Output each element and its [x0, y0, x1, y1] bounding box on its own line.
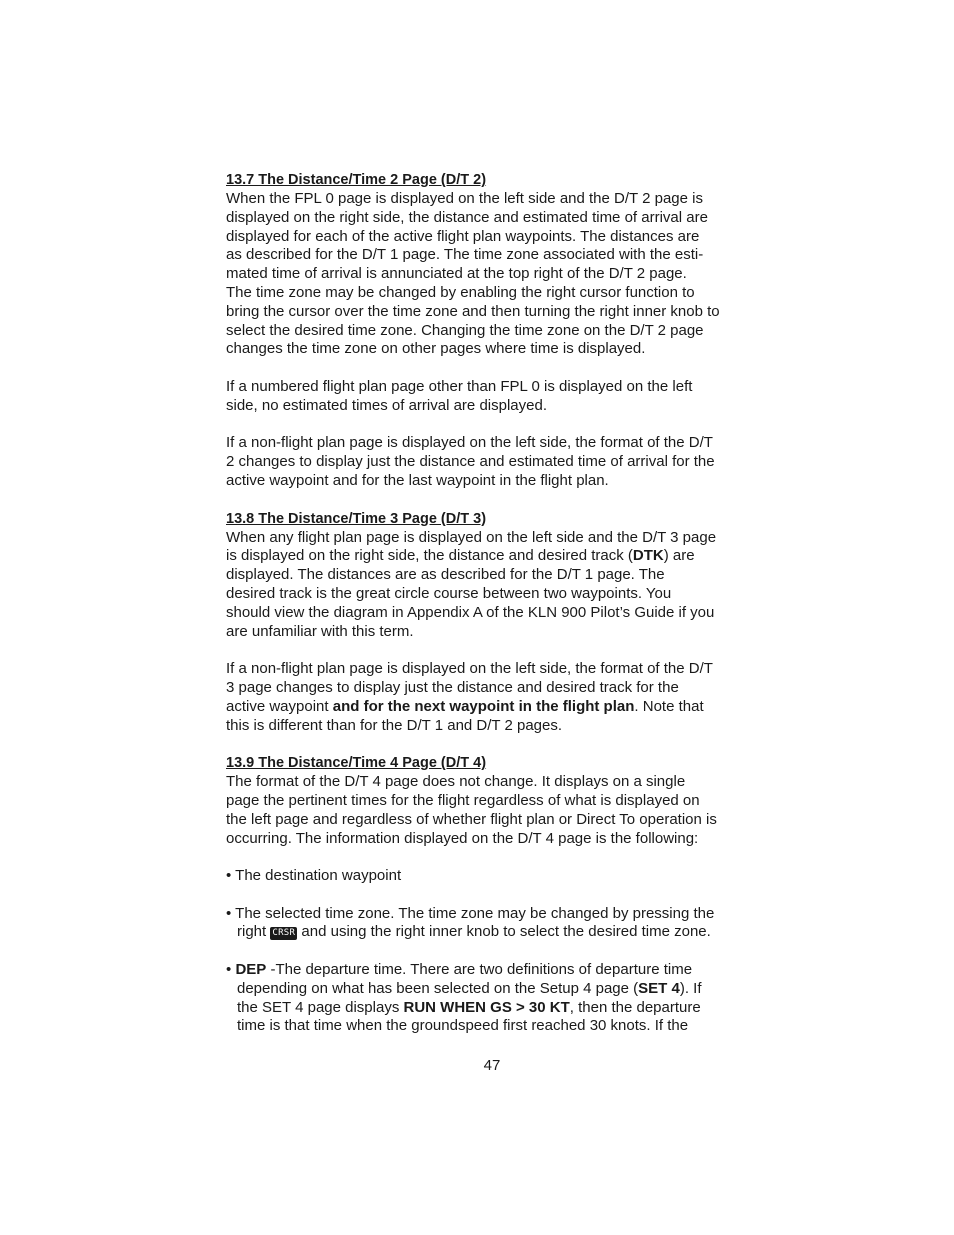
- text-line: displayed. The distances are as described for the D/T 1 page. The: [226, 566, 665, 584]
- text-line: desired track is the great circle course between two waypoints. You: [226, 584, 672, 602]
- section-heading-13-8: 13.8 The Distance/Time 3 Page (D/T 3): [226, 510, 487, 527]
- bullet-item-time-zone: [226, 905, 756, 943]
- text-line: 3 page changes to display just the distance and desired track for the: [226, 678, 679, 696]
- text-line: occurring. The information displayed on the D/T 4 page is the following:: [226, 829, 699, 847]
- bullet-item-departure: [226, 961, 756, 1036]
- text-line: The format of the D/T 4 page does not change. It displays on a single: [226, 773, 686, 791]
- text-span: The destination waypoint: [235, 867, 402, 885]
- text-span: . Note that: [634, 697, 704, 715]
- text-line: If a non-flight plan page is displayed on the left side, the format of the D/T: [226, 660, 713, 678]
- section-heading-13-9: 13.9 The Distance/Time 4 Page (D/T 4): [226, 755, 487, 772]
- bullet-item-destination: [226, 867, 756, 886]
- text-line: [226, 923, 756, 942]
- text-line: [226, 961, 756, 980]
- text-span: depending on what has been selected on the Setup 4 page (: [237, 979, 639, 997]
- paragraph-13-7-1: [226, 190, 756, 359]
- section-heading-13-7: 13.7 The Distance/Time 2 Page (D/T 2): [226, 172, 487, 188]
- bold-term-run-when: RUN WHEN GS > 30 KT: [403, 998, 570, 1016]
- bullet-mark: •: [226, 904, 232, 922]
- text-span: right: [237, 923, 271, 941]
- text-line: [226, 698, 756, 717]
- paragraph-13-7-2: [226, 378, 756, 416]
- text-span: The selected time zone. The time zone may be changed by pressing the: [235, 904, 715, 922]
- paragraph-13-8-2: [226, 660, 756, 735]
- bold-term-dtk: DTK: [632, 547, 664, 565]
- text-line: page the pertinent times for the flight regardless of what is displayed on: [226, 791, 700, 809]
- text-line: [226, 905, 756, 924]
- paragraph-13-8-1: [226, 529, 756, 642]
- text-line: time is that time when the groundspeed first reached 30 knots. If the: [237, 1017, 689, 1035]
- text-line: the left page and regardless of whether flight plan or Direct To operation is: [226, 810, 717, 828]
- bullet-mark: •: [226, 961, 232, 979]
- text-span: and using the right inner knob to select the desired time zone.: [297, 923, 711, 941]
- text-line: changes the time zone on other pages where time is displayed.: [226, 340, 646, 358]
- text-line: If a numbered flight plan page other than FPL 0 is displayed on the left: [226, 377, 693, 395]
- text-span: is displayed on the right side, the distance and desired track (: [226, 547, 633, 565]
- text-line: bring the cursor over the time zone and then turning the right inner knob to: [226, 302, 720, 320]
- text-span: -The departure time. There are two definitions of departure time: [266, 961, 693, 979]
- text-line: displayed on the right side, the distance and estimated time of arrival are: [226, 208, 708, 226]
- text-span: ) are: [663, 547, 695, 565]
- page-number: 47: [483, 1057, 501, 1074]
- text-line: select the desired time zone. Changing the time zone on the D/T 2 page: [226, 321, 704, 339]
- text-line: [226, 980, 756, 999]
- text-line: [226, 547, 756, 566]
- text-span: ). If: [679, 979, 702, 997]
- manual-page-body: [226, 171, 756, 1036]
- text-line: The time zone may be changed by enabling the right cursor function to: [226, 283, 695, 301]
- text-line: When any flight plan page is displayed on the left side and the D/T 3 page: [226, 528, 717, 546]
- text-line: displayed for each of the active flight plan waypoints. The distances are: [226, 227, 700, 245]
- bold-phrase: and for the next waypoint in the flight plan: [332, 697, 635, 715]
- text-line: [226, 999, 756, 1018]
- text-line: as described for the D/T 1 page. The time zone associated with the esti-: [226, 246, 704, 264]
- bullet-mark: •: [226, 867, 232, 885]
- text-span: , then the departure: [569, 998, 701, 1016]
- text-span: the SET 4 page displays: [237, 998, 404, 1016]
- text-line: mated time of arrival is annunciated at the top right of the D/T 2 page.: [226, 265, 687, 283]
- paragraph-13-7-3: [226, 434, 756, 490]
- text-line: [226, 867, 756, 886]
- paragraph-13-9-1: [226, 773, 756, 848]
- crsr-button-icon: CRSR: [272, 928, 296, 939]
- text-line: are unfamiliar with this term.: [226, 622, 414, 640]
- bold-term-dep: DEP: [235, 961, 267, 979]
- text-line: When the FPL 0 page is displayed on the left side and the D/T 2 page is: [226, 190, 703, 207]
- text-line: this is different than for the D/T 1 and D/T 2 pages.: [226, 716, 563, 734]
- text-line: side, no estimated times of arrival are displayed.: [226, 396, 547, 414]
- bold-term-set4: SET 4: [638, 979, 680, 997]
- text-line: If a non-flight plan page is displayed on the left side, the format of the D/T: [226, 434, 713, 452]
- text-span: active waypoint: [226, 697, 333, 715]
- text-line: 2 changes to display just the distance and estimated time of arrival for the: [226, 453, 715, 471]
- text-line: active waypoint and for the last waypoint in the flight plan.: [226, 471, 609, 489]
- text-line: should view the diagram in Appendix A of the KLN 900 Pilot’s Guide if you: [226, 603, 715, 621]
